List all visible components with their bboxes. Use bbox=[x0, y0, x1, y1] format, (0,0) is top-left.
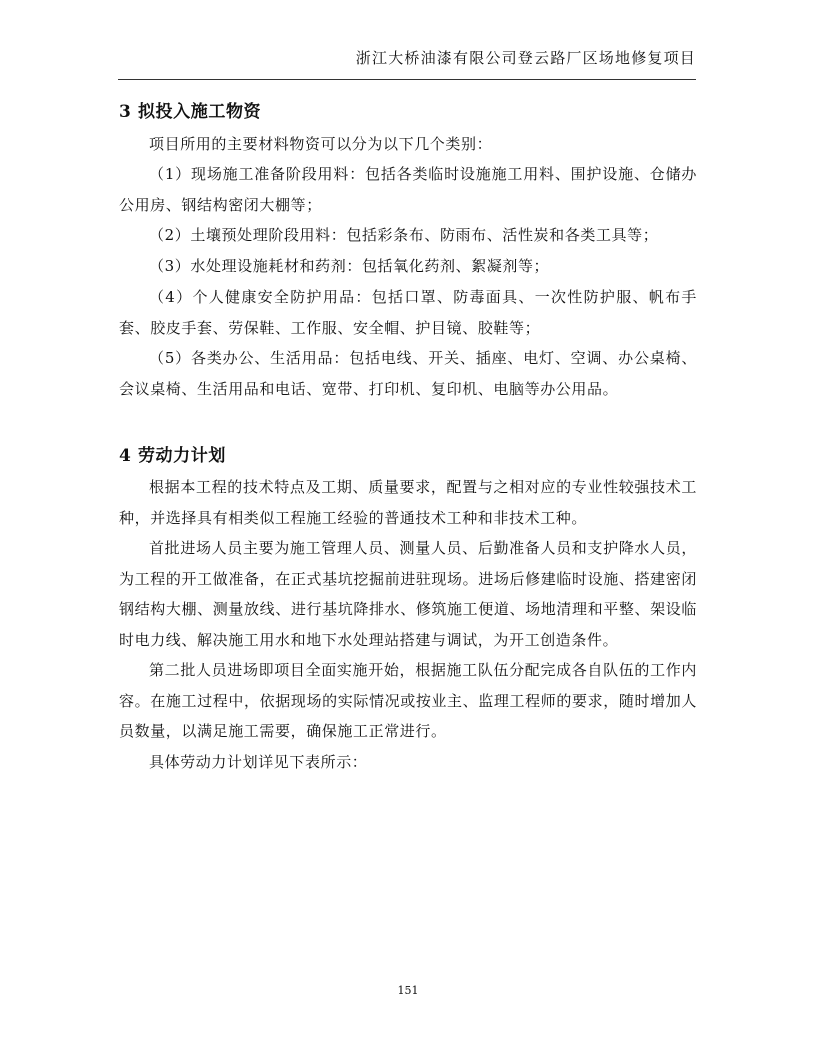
materials-intro: 项目所用的主要材料物资可以分为以下几个类别： bbox=[149, 135, 493, 153]
materials-item-3: （3）水处理设施耗材和药剂：包括氧化药剂、絮凝剂等； bbox=[149, 257, 550, 275]
labor-paragraph-4: 具体劳动力计划详见下表所示： bbox=[149, 753, 368, 771]
materials-item-1: （1）现场施工准备阶段用料：包括各类临时设施施工用料、围护设施、仓储办公用房、钢结构密闭大棚等； bbox=[119, 165, 697, 214]
materials-item-4: （4）个人健康安全防护用品：包括口罩、防毒面具、一次性防护服、帆布手套、胶皮手套、劳保鞋、工作服、安全帽、护目镜、胶鞋等； bbox=[119, 288, 697, 337]
labor-paragraph-1: 根据本工程的技术特点及工期、质量要求，配置与之相对应的专业性较强技术工种，并选择具有相类似工程施工经验的普通技术工种和非技术工种。 bbox=[119, 478, 697, 527]
header-divider bbox=[118, 79, 696, 80]
labor-paragraph-3: 第二批人员进场即项目全面实施开始，根据施工队伍分配完成各自队伍的工作内容。在施工过程中，依据现场的实际情况或按业主、监理工程师的要求，随时增加人员数量，以满足施工需要，确保施工正常进行。 bbox=[119, 661, 697, 740]
materials-item-5: （5）各类办公、生活用品：包括电线、开关、插座、电灯、空调、办公桌椅、会议桌椅、生活用品和电话、宽带、打印机、复印机、电脑等办公用品。 bbox=[119, 349, 697, 398]
page-header-title: 浙江大桥油漆有限公司登云路厂区场地修复项目 bbox=[355, 49, 696, 67]
page-number: 151 bbox=[397, 984, 419, 997]
section-heading-materials: 3 拟投入施工物资 bbox=[119, 102, 262, 122]
section-heading-labor: 4 劳动力计划 bbox=[119, 446, 226, 466]
labor-paragraph-2: 首批进场人员主要为施工管理人员、测量人员、后勤准备人员和支护降水人员，为工程的开工做准备，在正式基坑挖掘前进驻现场。进场后修建临时设施、搭建密闭钢结构大棚、测量放线、进行基坑降排水、修筑施工便道、场地清理和平整、架设临时电力线、解决施工用水和地下水处理站搭建与调试，为开工创造条件。 bbox=[119, 539, 697, 649]
materials-item-2: （2）土壤预处理阶段用料：包括彩条布、防雨布、活性炭和各类工具等； bbox=[149, 226, 659, 244]
